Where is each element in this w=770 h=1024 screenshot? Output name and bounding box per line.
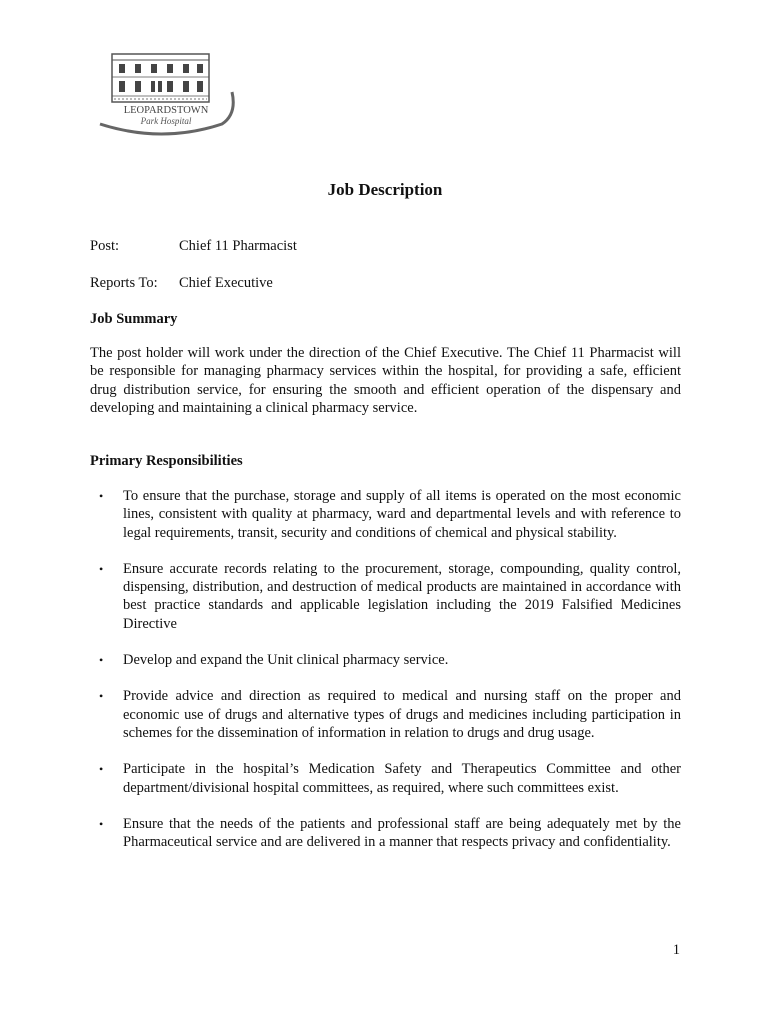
bullet-icon: • <box>99 689 104 704</box>
responsibility-text: Participate in the hospital’s Medication Safety and Therapeutics Committee and other department/divisional hospital committees, as required, where such committees exist. <box>123 761 681 796</box>
page-number: 1 <box>672 942 680 958</box>
responsibility-item <box>90 760 681 797</box>
bullet-icon: • <box>99 653 104 668</box>
hospital-logo <box>92 44 242 144</box>
bullet-icon: • <box>99 762 104 777</box>
responsibility-item <box>90 815 681 852</box>
responsibility-item <box>90 687 681 742</box>
post-value: Chief 11 Pharmacist <box>179 238 297 254</box>
bullet-icon: • <box>99 816 104 831</box>
primary-responsibilities-heading: Primary Responsibilities <box>90 453 243 469</box>
post-field <box>90 238 297 255</box>
reports-to-label: Reports To: <box>90 275 158 291</box>
logo-name-line2: Park Hospital <box>140 116 192 126</box>
reports-to-value: Chief Executive <box>179 275 273 291</box>
logo-name-line1: LEOPARDSTOWN <box>123 105 209 116</box>
responsibility-text: Provide advice and direction as required to medical and nursing staff on the proper and economic use of drugs and alternative types of drugs and medicines including participation in schemes for the dissemination of information in relation to drugs and drug usage. <box>123 688 681 741</box>
responsibility-text: To ensure that the purchase, storage and supply of all items is operated on the most economic lines, consistent with quality at pharmacy, ward and departmental levels and with reference to legal requirements, transit, security and conditions of chemical and physical stability. <box>123 488 681 541</box>
post-label: Post: <box>90 238 120 254</box>
responsibility-text: Ensure that the needs of the patients and professional staff are being adequately met by the Pharmaceutical service and are delivered in a manner that respects privacy and confidentiality. <box>123 815 681 851</box>
responsibility-item <box>90 487 681 542</box>
responsibility-text: Develop and expand the Unit clinical pharmacy service. <box>123 652 449 669</box>
document-title: Job Description <box>327 180 443 199</box>
reports-to-field <box>90 275 273 292</box>
responsibilities-list <box>90 487 681 869</box>
responsibility-text: Ensure accurate records relating to the procurement, storage, compounding, quality control, dispensing, distribution, and destruction of medical products are maintained in accordance with best practice standards and applicable legislation including the 2019 Falsified Medicines Directive <box>123 560 681 632</box>
hospital-building-icon <box>92 44 242 144</box>
job-summary-heading: Job Summary <box>90 311 178 327</box>
job-summary-text: The post holder will work under the direction of the Chief Executive. The Chief 11 Pharmacist will be responsible for managing pharmacy services within the hospital, for providing a safe, efficient drug distribution service, for ensuring the smooth and efficient operation of the dispensary and developing and maintaining a clinical pharmacy service. <box>90 345 681 416</box>
bullet-icon: • <box>99 561 104 576</box>
bullet-icon: • <box>99 489 104 503</box>
responsibility-item <box>90 651 681 669</box>
responsibility-item <box>90 560 681 633</box>
